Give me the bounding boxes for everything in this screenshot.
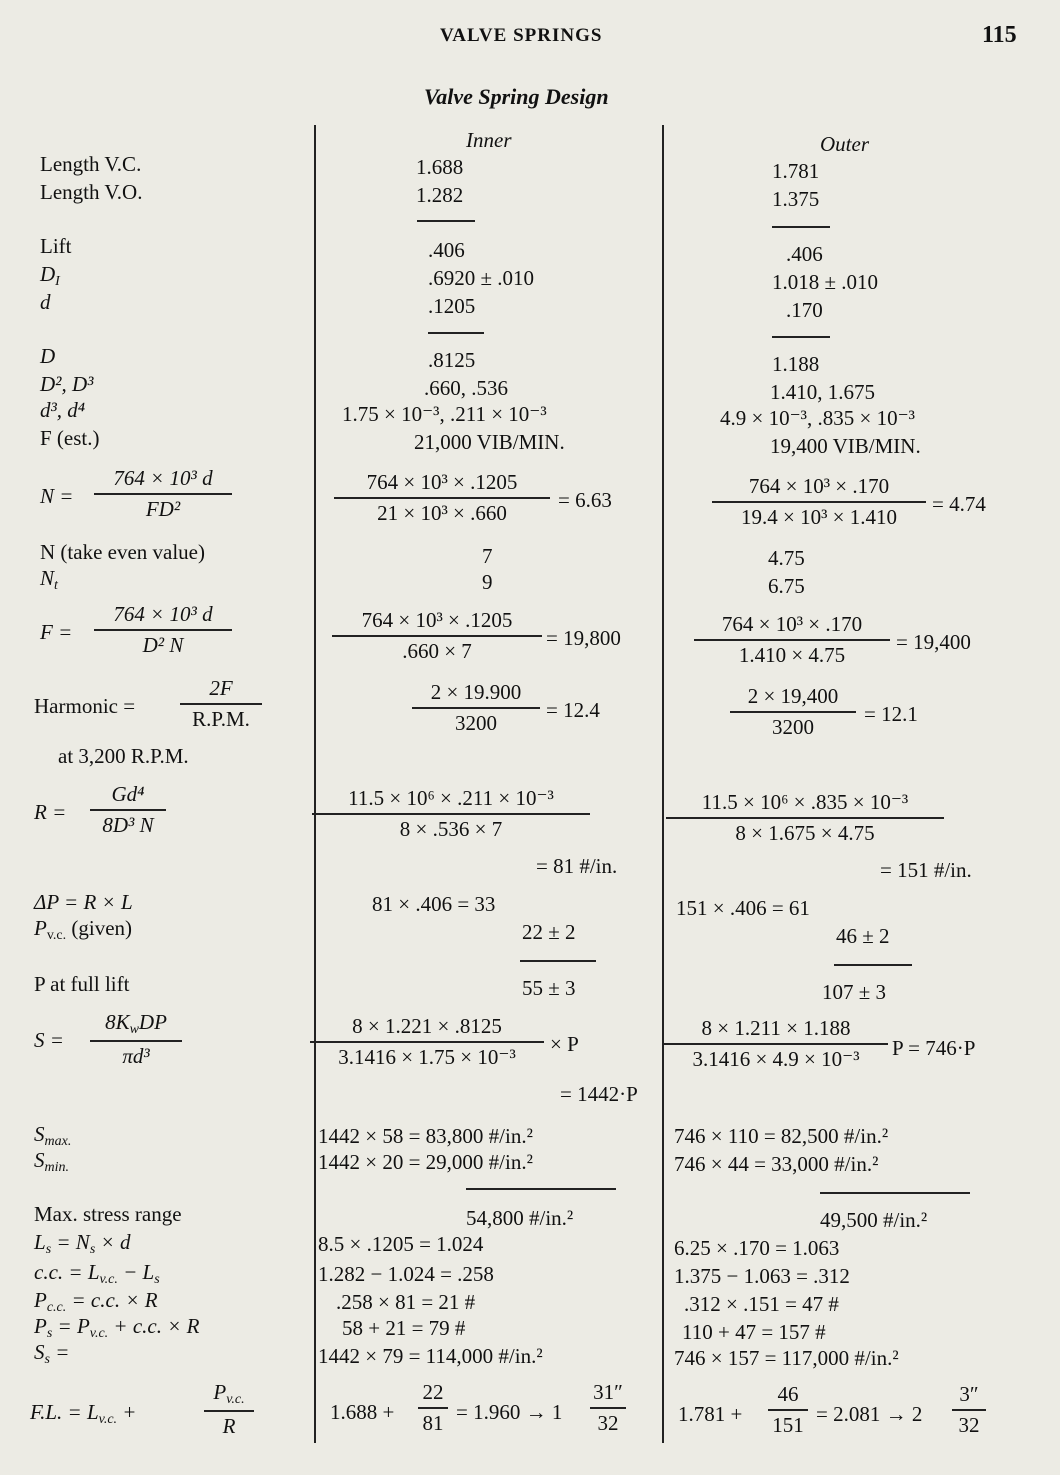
label-pvc-main: P [34, 916, 47, 940]
inner-ss: 1442 × 79 = 114,000 #/in.² [318, 1344, 543, 1368]
label-d2d3: D², D³ [40, 372, 94, 396]
outer-fl-result: = 2.081 → 2 [816, 1402, 923, 1426]
label-s-fraction [90, 1010, 182, 1069]
label-stress-range: Max. stress range [34, 1202, 182, 1226]
label-harmonic-fraction [180, 676, 262, 732]
page-title: Valve Spring Design [424, 84, 609, 109]
label-ps-sub: s [46, 1326, 53, 1341]
inner-mean-d: .8125 [428, 348, 476, 372]
label-fl-sub: v.c. [98, 1412, 118, 1427]
label-p-full: P at full lift [34, 972, 130, 996]
outer-nt: 6.75 [768, 574, 805, 598]
inner-r-num: 11.5 × 10⁶ × .211 × 10⁻³ [312, 786, 590, 815]
label-s-eq: S = [34, 1028, 64, 1052]
outer-stress-range: 49,500 #/in.² [820, 1208, 928, 1232]
label-smax-sub: max. [44, 1134, 72, 1149]
outer-f-result: = 19,400 [896, 630, 971, 654]
label-r-den: 8D³ N [102, 813, 154, 837]
outer-ss: 746 × 157 = 117,000 #/in.² [674, 1346, 899, 1370]
label-ls [34, 1230, 130, 1258]
outer-lift: .406 [786, 242, 823, 266]
label-nt-main: N [40, 566, 55, 590]
outer-delta-p: 151 × .406 = 61 [676, 896, 810, 920]
outer-fl-mixed-fraction [952, 1382, 986, 1438]
outer-f-den: 1.410 × 4.75 [738, 643, 846, 667]
label-nt [40, 566, 58, 594]
label-delta-p: ΔP = R × L [34, 890, 133, 914]
inner-fl-den: 81 [422, 1411, 444, 1435]
inner-d2d3: .660, .536 [424, 376, 508, 400]
label-smax-main: S [34, 1122, 45, 1146]
inner-n-fraction [334, 470, 550, 526]
inner-delta-p: 81 × .406 = 33 [372, 892, 496, 916]
label-ss-sub: s [44, 1352, 50, 1367]
label-f-den: D² N [142, 633, 184, 657]
page-number: 115 [982, 22, 1017, 48]
inner-fl-fraction [418, 1380, 448, 1436]
label-f-num: 764 × 10³ d [94, 602, 232, 631]
inner-harmonic-num: 2 × 19.900 [412, 680, 540, 709]
outer-r-den: 8 × 1.675 × 4.75 [735, 821, 875, 845]
inner-n-result: = 6.63 [558, 488, 612, 512]
label-pcc [34, 1288, 158, 1316]
label-pcc-main: P [34, 1288, 47, 1312]
label-harmonic-eq: Harmonic = [34, 694, 136, 718]
inner-rule-2 [428, 332, 484, 334]
label-di [40, 262, 60, 290]
inner-ls: 8.5 × .1205 = 1.024 [318, 1232, 484, 1256]
inner-s-result: = 1442·P [560, 1082, 638, 1106]
label-di-main: D [40, 262, 56, 286]
label-ps-rest-sub: v.c. [89, 1326, 109, 1341]
inner-s-times-text: × P [550, 1032, 579, 1056]
label-di-sub: I [55, 274, 60, 289]
outer-smax: 746 × 110 = 82,500 #/in.² [674, 1124, 889, 1148]
inner-pvc: 22 ± 2 [522, 920, 576, 944]
inner-r-den: 8 × .536 × 7 [399, 817, 503, 841]
inner-harmonic-fraction [412, 680, 540, 736]
outer-rule-2 [772, 336, 830, 338]
outer-pcc: .312 × .151 = 47 # [684, 1292, 839, 1316]
label-s-den: πd³ [122, 1044, 150, 1068]
label-wire-d: d [40, 290, 51, 314]
inner-smin: 1442 × 20 = 29,000 #/in.² [318, 1150, 533, 1174]
inner-f-den: .660 × 7 [402, 639, 472, 663]
outer-cc: 1.375 − 1.063 = .312 [674, 1264, 850, 1288]
outer-fl-start: 1.781 + [678, 1402, 743, 1426]
outer-rule-4 [820, 1192, 970, 1194]
outer-fl-frac-den: 32 [958, 1413, 980, 1437]
label-ls-rest2: × d [100, 1230, 131, 1254]
outer-fl-num: 46 [768, 1382, 808, 1411]
label-fl [30, 1400, 136, 1428]
label-at-rpm: at 3,200 R.P.M. [58, 744, 189, 768]
label-s-num-sub: w [129, 1022, 139, 1037]
label-ls-rest-sub: s [89, 1242, 96, 1257]
outer-harmonic-den: 3200 [772, 715, 814, 739]
inner-nt: 9 [482, 570, 493, 594]
outer-pvc: 46 ± 2 [836, 924, 890, 948]
inner-f-fraction [332, 608, 542, 664]
label-f-est: F (est.) [40, 426, 100, 450]
label-ss-main: S [34, 1340, 45, 1364]
label-ps [34, 1314, 199, 1342]
inner-di: .6920 ± .010 [428, 266, 535, 290]
outer-ls: 6.25 × .170 = 1.063 [674, 1236, 840, 1260]
label-s-num-main: 8K [105, 1010, 130, 1034]
label-pcc-sub: c.c. [46, 1300, 67, 1315]
label-fl-den: R [222, 1414, 236, 1438]
outer-s-den: 3.1416 × 4.9 × 10⁻³ [692, 1047, 860, 1071]
label-n-fraction [94, 466, 232, 522]
label-n-even: N (take even value) [40, 540, 205, 564]
inner-lift: .406 [428, 238, 465, 262]
inner-rule-4 [466, 1188, 616, 1190]
outer-p-full: 107 ± 3 [822, 980, 887, 1004]
outer-r-result: = 151 #/in. [880, 858, 972, 882]
outer-fl-frac-num: 3″ [952, 1382, 986, 1411]
label-fl-plus: + [122, 1400, 137, 1424]
label-length-vc: Length V.C. [40, 152, 142, 176]
outer-n-num: 764 × 10³ × .170 [712, 474, 926, 503]
label-ps-rest2: + c.c. × R [113, 1314, 200, 1338]
inner-fl-num: 22 [418, 1380, 448, 1409]
inner-wire-d: .1205 [428, 294, 476, 318]
outer-s-fraction [664, 1016, 888, 1072]
running-title: VALVE SPRINGS [440, 25, 603, 46]
label-ss-rest: = [55, 1340, 70, 1364]
inner-rule-3 [520, 960, 596, 962]
label-fl-num-sub: v.c. [226, 1392, 245, 1407]
column-header-inner: Inner [466, 128, 512, 152]
inner-fl-frac-num: 31″ [590, 1380, 626, 1409]
label-pvc [34, 916, 132, 944]
inner-f-est: 21,000 VIB/MIN. [414, 430, 565, 454]
inner-n-num: 764 × 10³ × .1205 [334, 470, 550, 499]
column-divider-left [314, 125, 316, 1443]
label-smax [34, 1122, 71, 1150]
label-cc-rest: − L [123, 1260, 155, 1284]
inner-fl-start: 1.688 + [330, 1400, 395, 1424]
outer-d2d3: 1.410, 1.675 [770, 380, 875, 404]
label-cc [34, 1260, 160, 1288]
inner-s-num: 8 × 1.221 × .8125 [310, 1014, 544, 1043]
label-nt-sub: t [54, 578, 58, 593]
outer-f-est: 19,400 VIB/MIN. [770, 434, 921, 458]
label-r-fraction [90, 782, 166, 838]
label-f-eq: F = [40, 620, 73, 644]
label-ls-sub: s [45, 1242, 52, 1257]
outer-ps: 110 + 47 = 157 # [682, 1320, 826, 1344]
outer-fl-den: 151 [772, 1413, 804, 1437]
outer-wire-d: .170 [786, 298, 823, 322]
inner-s-times [550, 1032, 579, 1057]
column-header-outer: Outer [820, 132, 869, 156]
label-d3d4: d³, d⁴ [40, 398, 86, 422]
outer-r-num: 11.5 × 10⁶ × .835 × 10⁻³ [666, 790, 944, 819]
outer-length-vo: 1.375 [772, 187, 820, 211]
label-s-num [90, 1010, 182, 1042]
outer-fl-fraction [768, 1382, 808, 1438]
label-pvc-sub: v.c. [46, 928, 67, 943]
outer-harmonic-result: = 12.1 [864, 702, 918, 726]
label-ls-rest: = N [56, 1230, 90, 1254]
label-ps-rest: = P [57, 1314, 90, 1338]
label-fl-fraction [204, 1380, 254, 1439]
column-divider-right [662, 125, 664, 1443]
outer-f-fraction [694, 612, 890, 668]
inner-ps: 58 + 21 = 79 # [342, 1316, 466, 1340]
label-ls-main: L [34, 1230, 46, 1254]
inner-n-even: 7 [482, 544, 493, 568]
outer-d3d4: 4.9 × 10⁻³, .835 × 10⁻³ [720, 406, 915, 430]
inner-stress-range: 54,800 #/in.² [466, 1206, 574, 1230]
inner-rule-1 [417, 220, 475, 222]
label-harmonic-num: 2F [180, 676, 262, 705]
inner-n-den: 21 × 10³ × .660 [377, 501, 507, 525]
outer-f-num: 764 × 10³ × .170 [694, 612, 890, 641]
label-r-num: Gd⁴ [90, 782, 166, 811]
label-n-eq: N = [40, 484, 74, 508]
inner-length-vo: 1.282 [416, 183, 464, 207]
outer-harmonic-fraction [730, 684, 856, 740]
inner-fl-mixed-fraction [590, 1380, 626, 1436]
label-n-num: 764 × 10³ d [94, 466, 232, 495]
label-cc-rest-sub: s [154, 1272, 160, 1287]
label-ps-main: P [34, 1314, 47, 1338]
inner-s-fraction [310, 1014, 544, 1070]
label-cc-main: c.c. = L [34, 1260, 100, 1284]
label-fl-num [204, 1380, 254, 1412]
inner-d3d4: 1.75 × 10⁻³, .211 × 10⁻³ [342, 402, 547, 426]
label-smin [34, 1148, 69, 1176]
outer-n-fraction [712, 474, 926, 530]
inner-f-num: 764 × 10³ × .1205 [332, 608, 542, 637]
label-s-num-rest: DP [138, 1010, 167, 1034]
inner-r-result: = 81 #/in. [536, 854, 618, 878]
label-harmonic-den: R.P.M. [192, 707, 250, 731]
label-pvc-rest: (given) [71, 916, 133, 940]
inner-smax: 1442 × 58 = 83,800 #/in.² [318, 1124, 533, 1148]
label-r-eq: R = [34, 800, 67, 824]
label-length-vo: Length V.O. [40, 180, 143, 204]
inner-r-fraction [312, 786, 590, 842]
outer-n-den: 19.4 × 10³ × 1.410 [741, 505, 897, 529]
outer-di: 1.018 ± .010 [772, 270, 879, 294]
inner-fl-frac-den: 32 [597, 1411, 619, 1435]
inner-pcc: .258 × 81 = 21 # [336, 1290, 476, 1314]
label-f-fraction [94, 602, 232, 658]
inner-harmonic-result: = 12.4 [546, 698, 600, 722]
label-lift: Lift [40, 234, 72, 258]
outer-mean-d: 1.188 [772, 352, 820, 376]
outer-s-num: 8 × 1.211 × 1.188 [664, 1016, 888, 1045]
outer-s-result: P = 746·P [892, 1036, 976, 1060]
inner-cc: 1.282 − 1.024 = .258 [318, 1262, 494, 1286]
label-smin-sub: min. [44, 1160, 69, 1175]
label-n-den: FD² [145, 497, 181, 521]
inner-length-vc: 1.688 [416, 155, 464, 179]
outer-r-fraction [666, 790, 944, 846]
label-pcc-rest: = c.c. × R [71, 1288, 158, 1312]
outer-rule-1 [772, 226, 830, 228]
inner-s-den: 3.1416 × 1.75 × 10⁻³ [338, 1045, 516, 1069]
label-mean-d: D [40, 344, 56, 368]
outer-length-vc: 1.781 [772, 159, 820, 183]
outer-smin: 746 × 44 = 33,000 #/in.² [674, 1152, 879, 1176]
inner-f-result: = 19,800 [546, 626, 621, 650]
inner-p-full: 55 ± 3 [522, 976, 576, 1000]
outer-harmonic-num: 2 × 19,400 [730, 684, 856, 713]
outer-n-result: = 4.74 [932, 492, 986, 516]
label-fl-num-main: P [213, 1380, 227, 1404]
inner-fl-result: = 1.960 → 1 [456, 1400, 563, 1424]
label-ss [34, 1340, 69, 1368]
inner-harmonic-den: 3200 [455, 711, 497, 735]
outer-n-even: 4.75 [768, 546, 805, 570]
label-smin-main: S [34, 1148, 45, 1172]
label-cc-sub: v.c. [99, 1272, 118, 1287]
label-fl-main: F.L. = L [30, 1400, 99, 1424]
outer-rule-3 [834, 964, 912, 966]
